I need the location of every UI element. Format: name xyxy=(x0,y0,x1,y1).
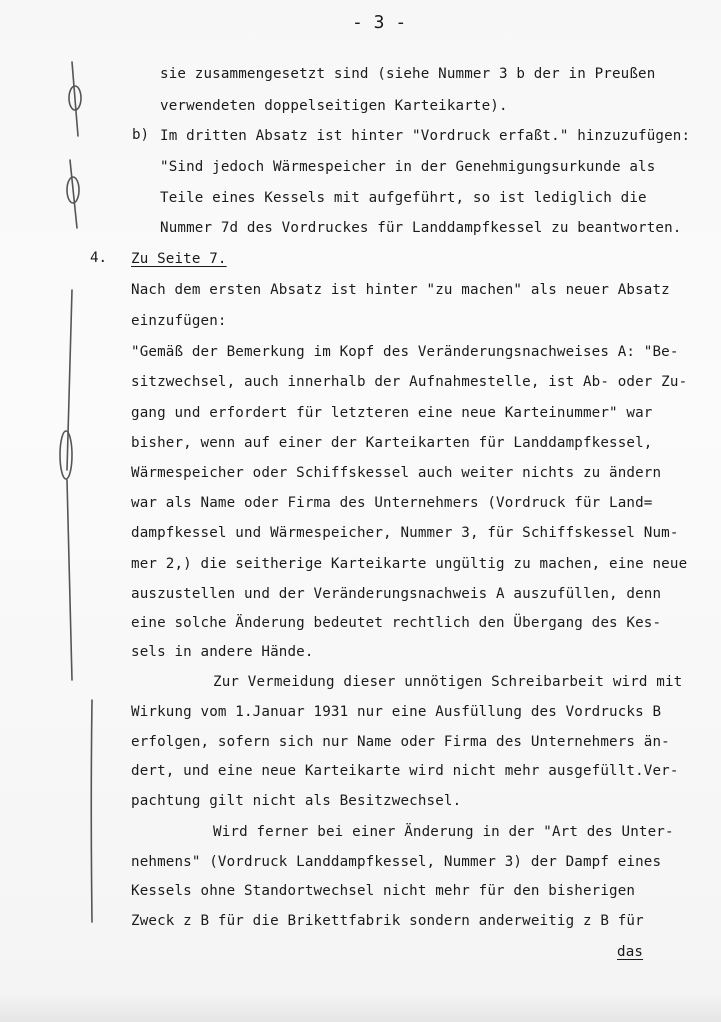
section-heading: Zu Seite 7. xyxy=(131,251,227,267)
text-line: sitzwechsel, auch innerhalb der Aufnahmestelle, ist Ab- oder Zu- xyxy=(131,374,688,390)
text-line: erfolgen, sofern sich nur Name oder Firma des Unternehmers än- xyxy=(131,734,670,750)
page-edge-shadow xyxy=(0,992,721,1022)
text-line: gang und erfordert für letzteren eine neue Karteinummer" war xyxy=(131,405,653,421)
text-line: sels in andere Hände. xyxy=(131,644,314,660)
text-line: Nummer 7d des Vordruckes für Landdampfkessel zu beantworten. xyxy=(160,220,682,236)
text-line: Zur Vermeidung dieser unnötigen Schreibarbeit wird mit xyxy=(213,674,683,690)
text-line: pachtung gilt nicht als Besitzwechsel. xyxy=(131,793,462,809)
text-line: bisher, wenn auf einer der Karteikarten für Landdampfkessel, xyxy=(131,435,653,451)
item-number: 4. xyxy=(90,250,108,266)
text-line: Teile eines Kessels mit aufgeführt, so ist lediglich die xyxy=(160,190,647,206)
page-number: - 3 - xyxy=(352,12,407,33)
text-line: Zweck z B für die Brikettfabrik sondern anderweitig z B für xyxy=(131,913,644,929)
text-line: Kessels ohne Standortwechsel nicht mehr für den bisherigen xyxy=(131,883,636,899)
text-line: sie zusammengesetzt sind (siehe Nummer 3 b der in Preußen xyxy=(160,66,656,82)
text-line: "Sind jedoch Wärmespeicher in der Genehmigungsurkunde als xyxy=(160,159,656,175)
text-line: dert, und eine neue Karteikarte wird nicht mehr ausgefüllt.Ver- xyxy=(131,763,679,779)
text-line: verwendeten doppelseitigen Karteikarte). xyxy=(160,98,508,114)
text-line: Wärmespeicher oder Schiffskessel auch weiter nichts zu ändern xyxy=(131,465,662,481)
text-line: einzufügen: xyxy=(131,313,227,329)
text-line: "Gemäß der Bemerkung im Kopf des Veränderungsnachweises A: "Be- xyxy=(131,344,679,360)
text-line: nehmens" (Vordruck Landdampfkessel, Nummer 3) der Dampf eines xyxy=(131,854,662,870)
text-line: Im dritten Absatz ist hinter "Vordruck erfaßt." hinzuzufügen: xyxy=(160,128,691,144)
text-line: auszustellen und der Veränderungsnachweis A auszufüllen, denn xyxy=(131,586,662,602)
text-line: mer 2,) die seitherige Karteikarte ungültig zu machen, eine neue xyxy=(131,556,688,572)
text-line: Nach dem ersten Absatz ist hinter "zu machen" als neuer Absatz xyxy=(131,282,670,298)
item-label: b) xyxy=(132,127,150,143)
text-line: eine solche Änderung bedeutet rechtlich den Übergang des Kes- xyxy=(131,615,662,631)
text-line: Wirkung vom 1.Januar 1931 nur eine Ausfüllung des Vordrucks B xyxy=(131,704,662,720)
text-line: Wird ferner bei einer Änderung in der "Art des Unter- xyxy=(213,824,674,840)
text-line: war als Name oder Firma des Unternehmers (Vordruck für Land= xyxy=(131,495,653,511)
text-line: dampfkessel und Wärmespeicher, Nummer 3, für Schiffskessel Num- xyxy=(131,525,679,541)
catchword: das xyxy=(617,944,644,960)
